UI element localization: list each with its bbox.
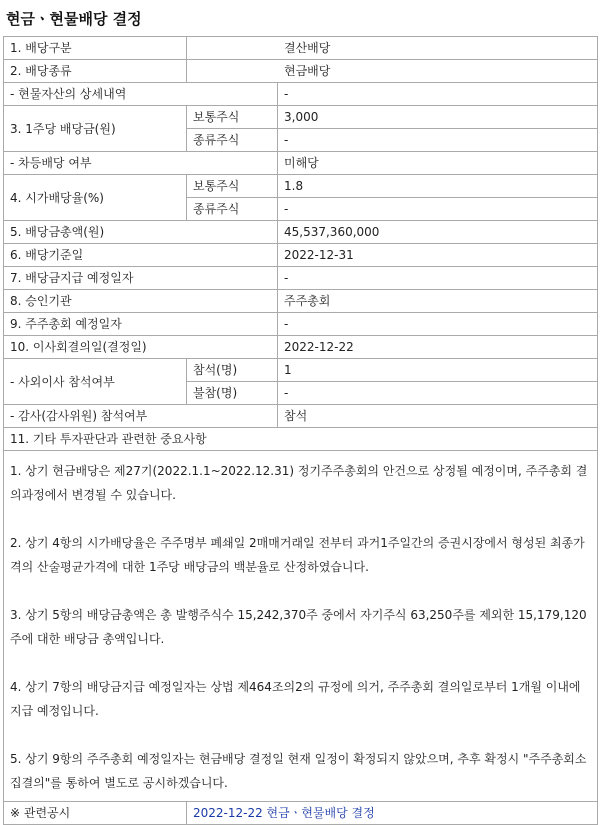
notes-cell (4, 451, 598, 802)
row-label: 9. 주주총회 예정일자 (4, 313, 278, 336)
related-label: ※ 관련공시 (4, 802, 187, 825)
table-row (4, 221, 598, 244)
row-value (187, 60, 598, 83)
note-paragraph: 1. 상기 현금배당은 제27기(2022.1.1~2022.12.31) 정기주주총회의 안건으로 상정될 예정이며, 주주총회 결의과정에서 변경될 수 있습니다. (10, 464, 588, 502)
row-sub-label: 종류주식 (187, 198, 278, 221)
table-row (4, 313, 598, 336)
table-row (4, 83, 598, 106)
row-value: - (278, 83, 598, 106)
table-row (4, 244, 598, 267)
row-value: 1.8 (278, 175, 598, 198)
row-label: 5. 배당금총액(원) (4, 221, 278, 244)
row-label: 4. 시가배당율(%) (4, 175, 187, 221)
row-value: 2022-12-22 (278, 336, 598, 359)
row-label: 8. 승인기관 (4, 290, 278, 313)
related-disclosure-link[interactable]: 2022-12-22 현금ㆍ현물배당 결정 (193, 806, 375, 820)
table-row (4, 267, 598, 290)
note-paragraph: 5. 상기 9항의 주주총회 예정일자는 현금배당 결정일 현재 일정이 확정되지 않았으며, 추후 확정시 "주주총회소집결의"를 통하여 별도로 공시하겠습니다. (10, 752, 587, 790)
table-row (4, 802, 598, 825)
row-sub-label: 불참(명) (187, 382, 278, 405)
table-row (4, 175, 598, 198)
note-paragraph: 2. 상기 4항의 시가배당율은 주주명부 폐쇄일 2매매거래일 전부터 과거1주일간의 증권시장에서 형성된 최종가격의 산술평균가격에 대한 1주당 배당금의 백분율로 산정하였습니다. (10, 536, 585, 574)
table-row (4, 106, 598, 129)
related-link-cell (187, 802, 598, 825)
row-value: 3,000 (278, 106, 598, 129)
row-label: 10. 이사회결의일(결정일) (4, 336, 278, 359)
row-value: 주주총회 (278, 290, 598, 313)
row-value-text: 결산배당 (284, 41, 331, 55)
table-row (4, 37, 598, 60)
dividend-disclosure-table (3, 36, 598, 825)
row-label: - 현물자산의 상세내역 (4, 83, 278, 106)
row-value: 1 (278, 359, 598, 382)
row-label: 2. 배당종류 (4, 60, 187, 83)
row-value: - (278, 198, 598, 221)
row-value: - (278, 267, 598, 290)
section-label: 11. 기타 투자판단과 관련한 중요사항 (4, 428, 598, 451)
row-sub-label: 종류주식 (187, 129, 278, 152)
row-label: 6. 배당기준일 (4, 244, 278, 267)
table-row (4, 152, 598, 175)
row-value-text: 현금배당 (284, 64, 331, 78)
table-row (4, 336, 598, 359)
table-row (4, 451, 598, 802)
table-row (4, 60, 598, 83)
row-label: 1. 배당구분 (4, 37, 187, 60)
row-value: - (278, 382, 598, 405)
row-value: - (278, 129, 598, 152)
row-value: 2022-12-31 (278, 244, 598, 267)
row-label: 3. 1주당 배당금(원) (4, 106, 187, 152)
row-label: - 감사(감사위원) 참석여부 (4, 405, 278, 428)
row-sub-label: 보통주식 (187, 106, 278, 129)
note-paragraph: 4. 상기 7항의 배당금지급 예정일자는 상법 제464조의2의 규정에 의거, 주주총회 결의일로부터 1개월 이내에 지급 예정입니다. (10, 680, 581, 718)
note-paragraph: 3. 상기 5항의 배당금총액은 총 발행주식수 15,242,370주 중에서 자기주식 63,250주를 제외한 15,179,120주에 대한 배당금 총액입니다. (10, 608, 587, 646)
row-value: 미해당 (278, 152, 598, 175)
table-row (4, 359, 598, 382)
table-row (4, 290, 598, 313)
row-label: 7. 배당금지급 예정일자 (4, 267, 278, 290)
row-value: - (278, 313, 598, 336)
row-sub-label: 참석(명) (187, 359, 278, 382)
row-sub-label: 보통주식 (187, 175, 278, 198)
table-row (4, 428, 598, 451)
row-value: 참석 (278, 405, 598, 428)
row-label: - 사외이사 참석여부 (4, 359, 187, 405)
row-label: - 차등배당 여부 (4, 152, 278, 175)
table-row (4, 405, 598, 428)
page-title: 현금ㆍ현물배당 결정 (6, 10, 142, 28)
row-value: 45,537,360,000 (278, 221, 598, 244)
row-value (187, 37, 598, 60)
